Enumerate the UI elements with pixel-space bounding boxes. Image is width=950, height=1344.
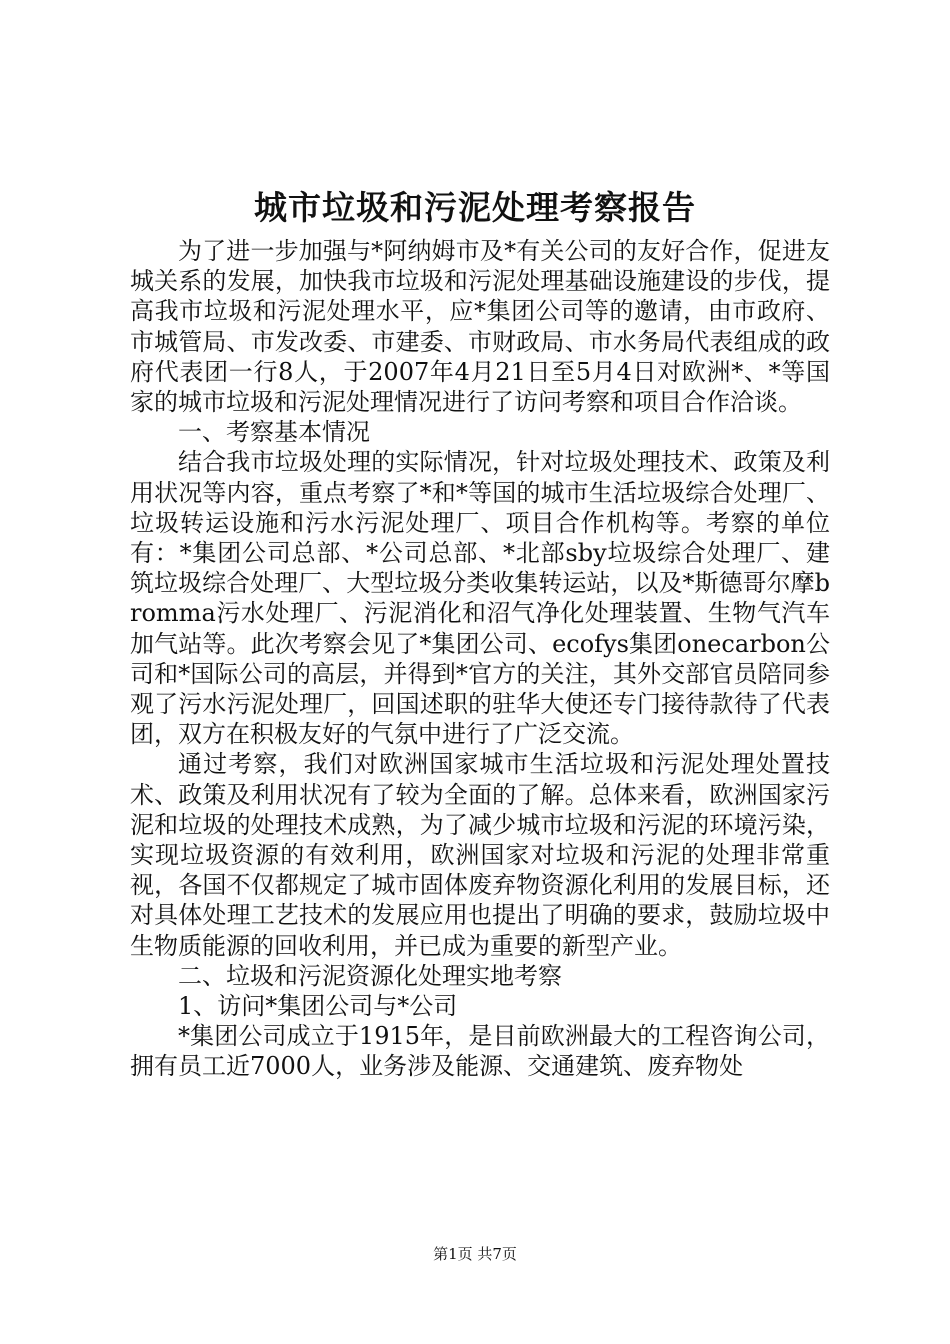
- paragraph-company-intro: *集团公司成立于1915年，是目前欧洲最大的工程咨询公司，拥有员工近7000人，业务涉及能源、交通建筑、废弃物处: [130, 1022, 830, 1081]
- paragraph-intro: 为了进一步加强与*阿纳姆市及*有关公司的友好合作，促进友城关系的发展，加快我市垃圾和污泥处理基础设施建设的步伐，提高我市垃圾和污泥处理水平，应*集团公司等的邀请，由市政府、市城管局、市发改委、市建委、市财政局、市水务局代表组成的政府代表团一行8人，于2007年4月21日至5月4日对欧洲*、*等国家的城市垃圾和污泥处理情况进行了访问考察和项目合作洽谈。: [130, 237, 830, 417]
- document-title: 城市垃圾和污泥处理考察报告: [254, 188, 696, 227]
- subsection-heading-1: 1、访问*集团公司与*公司: [178, 992, 458, 1021]
- section-heading-1: 一、考察基本情况: [178, 418, 370, 447]
- paragraph-inspection-summary: 通过考察，我们对欧洲国家城市生活垃圾和污泥处理处置技术、政策及利用状况有了较为全面的了解。总体来看，欧洲国家污泥和垃圾的处理技术成熟，为了减少城市垃圾和污泥的环境污染，实现垃圾资源的有效利用，欧洲国家对垃圾和污泥的处理非常重视，各国不仅都规定了城市固体废弃物资源化利用的发展目标，还对具体处理工艺技术的发展应用也提出了明确的要求，鼓励垃圾中生物质能源的回收利用，并已成为重要的新型产业。: [130, 750, 830, 960]
- document-body: [130, 236, 830, 1082]
- section-heading-2: 二、垃圾和污泥资源化处理实地考察: [178, 961, 562, 990]
- page-number-footer: 第1页 共7页: [433, 1245, 517, 1263]
- paragraph-inspection-overview: 结合我市垃圾处理的实际情况，针对垃圾处理技术、政策及利用状况等内容，重点考察了*和*等国的城市生活垃圾综合处理厂、垃圾转运设施和污水污泥处理厂、项目合作机构等。考察的单位有：*集团公司总部、*公司总部、*北部sby垃圾综合处理厂、建筑垃圾综合处理厂、大型垃圾分类收集转运站，以及*斯德哥尔摩bromma污水处理厂、污泥消化和沼气净化处理装置、生物气汽车加气站等。此次考察会见了*集团公司、ecofys集团onecarbon公司和*国际公司的高层，并得到*官方的关注，其外交部官员陪同参观了污水污泥处理厂，回国述职的驻华大使还专门接待款待了代表团，双方在积极友好的气氛中进行了广泛交流。: [130, 448, 830, 749]
